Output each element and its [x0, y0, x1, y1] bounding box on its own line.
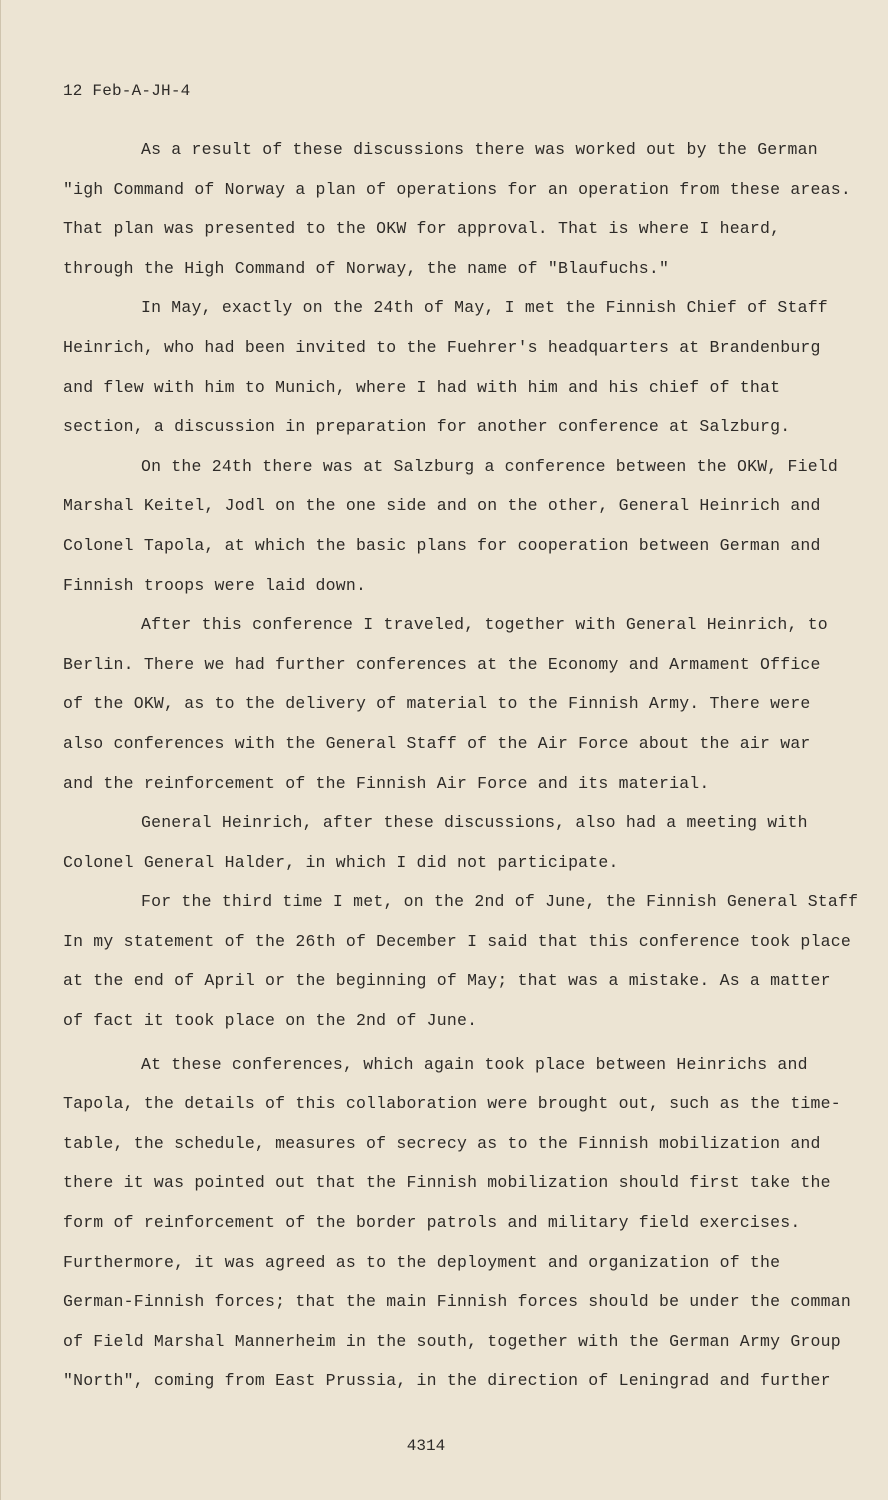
- text-line: table, the schedule, measures of secrecy as to the Finnish mobilization and: [63, 1133, 821, 1153]
- paragraph-1: [63, 130, 851, 288]
- text-line: As a result of these discussions there was worked out by the German: [141, 140, 818, 159]
- text-line: Berlin. There we had further conferences at the Economy and Armament Office: [63, 654, 821, 674]
- text-line: German-Finnish forces; that the main Finnish forces should be under the comman: [63, 1292, 851, 1312]
- text-line: In my statement of the 26th of December I said that this conference took place: [63, 931, 851, 951]
- paragraph-3: [63, 447, 839, 605]
- text-line: In May, exactly on the 24th of May, I met the Finnish Chief of Staff: [141, 298, 828, 318]
- text-line: Finnish troops were laid down.: [63, 575, 367, 595]
- text-line: Tapola, the details of this collaboration were brought out, such as the time-: [63, 1094, 841, 1114]
- text-line: of fact it took place on the 2nd of June.: [63, 1011, 478, 1031]
- paragraph-6: [63, 882, 859, 1040]
- text-line: Colonel Tapola, at which the basic plans for cooperation between German and: [63, 535, 821, 555]
- page-header: 12 Feb-A-JH-4: [63, 82, 191, 100]
- text-line: "igh Command of Norway a plan of operations for an operation from these areas.: [63, 179, 851, 199]
- paragraph-4: [63, 605, 833, 803]
- paragraph-2: [63, 288, 833, 446]
- text-line: Furthermore, it was agreed as to the deployment and organization of the: [63, 1252, 781, 1272]
- text-line: "North", coming from East Prussia, in the direction of Leningrad and further: [63, 1371, 831, 1391]
- text-line: section, a discussion in preparation for another conference at Salzburg.: [63, 417, 791, 437]
- text-line: at the end of April or the beginning of May; that was a mistake. As a matter: [63, 971, 831, 991]
- text-line: Marshal Keitel, Jodl on the one side and on the other, General Heinrich and: [63, 496, 821, 516]
- page-number: 4314: [406, 1437, 446, 1455]
- text-line: of Field Marshal Mannerheim in the south, together with the German Army Group: [63, 1331, 841, 1351]
- document-body: [63, 130, 859, 1401]
- text-line: also conferences with the General Staff of the Air Force about the air war: [63, 733, 811, 753]
- paragraph-5: [63, 803, 833, 882]
- text-line: After this conference I traveled, together with General Heinrich, to: [141, 615, 828, 635]
- text-line: form of reinforcement of the border patrols and military field exercises.: [63, 1213, 801, 1233]
- text-line: On the 24th there was at Salzburg a conference between the OKW, Field: [141, 456, 839, 476]
- text-line: there it was pointed out that the Finnish mobilization should first take the: [63, 1173, 831, 1193]
- paragraph-7: [63, 1045, 851, 1401]
- text-line: That plan was presented to the OKW for approval. That is where I heard,: [63, 219, 781, 239]
- text-line: Colonel General Halder, in which I did not participate.: [63, 852, 619, 872]
- text-line: For the third time I met, on the 2nd of June, the Finnish General Staff: [141, 892, 859, 912]
- text-line: At these conferences, which again took place between Heinrichs and: [141, 1054, 808, 1074]
- text-line: and the reinforcement of the Finnish Air Force and its material.: [63, 773, 710, 793]
- text-line: through the High Command of Norway, the name of "Blaufuchs.": [63, 258, 670, 278]
- text-line: of the OKW, as to the delivery of material to the Finnish Army. There were: [63, 694, 811, 714]
- text-line: General Heinrich, after these discussions, also had a meeting with: [141, 813, 808, 833]
- text-line: Heinrich, who had been invited to the Fuehrer's headquarters at Brandenburg: [63, 337, 821, 357]
- text-line: and flew with him to Munich, where I had with him and his chief of that: [63, 377, 781, 397]
